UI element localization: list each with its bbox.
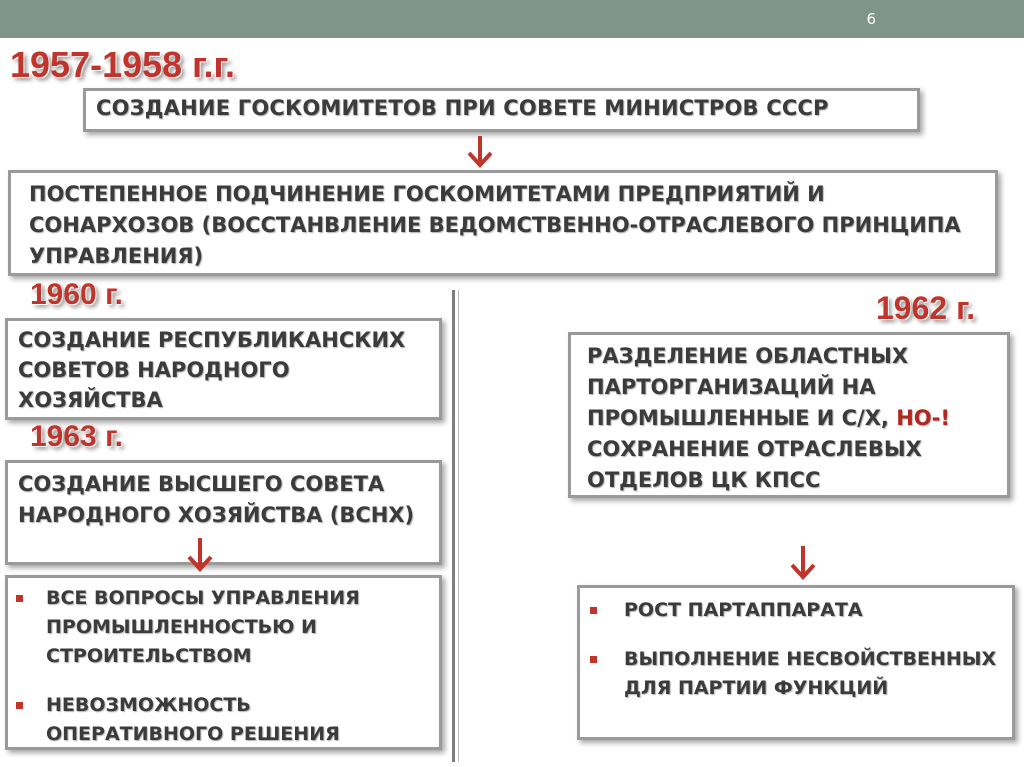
year-1960: 1960 г. xyxy=(30,278,123,311)
party-consequences-box xyxy=(577,585,1015,740)
party-division-tail: СОХРАНЕНИЕ ОТРАСЛЕВЫХ ОТДЕЛОВ ЦК КПСС xyxy=(587,437,922,492)
vsnh-box xyxy=(5,460,442,565)
gosk-creation-text: СОЗДАНИЕ ГОСКОМИТЕТОВ ПРИ СОВЕТЕ МИНИСТРОВ СССР xyxy=(96,96,829,120)
party-division-main: РАЗДЕЛЕНИЕ ОБЛАСТНЫХ ПАРТОРГАНИЗАЦИЙ НА ПРОМЫШЛЕННЫЕ И С/Х, xyxy=(587,344,909,430)
list-item xyxy=(590,596,1004,625)
down-arrow-icon xyxy=(185,536,215,574)
column-divider xyxy=(452,290,455,762)
subordination-box xyxy=(8,170,998,276)
vsnh-text: СОЗДАНИЕ ВЫСШЕГО СОВЕТА НАРОДНОГО ХОЗЯЙСТВА (ВСНХ) xyxy=(18,472,415,527)
slide-number: 6 xyxy=(866,10,876,28)
party-division-note: НО-! xyxy=(896,406,950,430)
bullet-icon xyxy=(16,702,23,709)
vsnh-consequences-list xyxy=(16,584,431,749)
top-bar xyxy=(0,0,1024,38)
party-division-box xyxy=(568,332,1010,498)
party-consequences-list xyxy=(590,596,1004,703)
year-1957-1958: 1957-1958 г.г. xyxy=(10,44,235,85)
republic-councils-text: СОЗДАНИЕ РЕСПУБЛИКАНСКИХ СОВЕТОВ НАРОДНОГО ХОЗЯЙСТВА xyxy=(18,328,406,412)
bullet-icon xyxy=(590,607,597,614)
vsnh-consequences-box xyxy=(5,575,442,750)
list-item xyxy=(16,584,431,671)
down-arrow-icon xyxy=(788,544,818,582)
down-arrow-icon xyxy=(465,134,495,170)
year-1963: 1963 г. xyxy=(30,420,123,453)
gosk-creation-box xyxy=(83,88,920,132)
bullet-text: ВСЕ ВОПРОСЫ УПРАВЛЕНИЯ ПРОМЫШЛЕННОСТЬЮ И СТРОИТЕЛЬСТВОМ xyxy=(46,587,360,667)
column-divider-shadow xyxy=(458,290,459,762)
bullet-text: РОСТ ПАРТАППАРАТА xyxy=(624,599,863,621)
list-item xyxy=(590,645,1004,703)
bullet-text: НЕВОЗМОЖНОСТЬ ОПЕРАТИВНОГО РЕШЕНИЯ xyxy=(46,694,340,745)
bullet-icon xyxy=(16,595,23,602)
bullet-icon xyxy=(590,656,597,663)
bullet-text: ВЫПОЛНЕНИЕ НЕСВОЙСТВЕННЫХ ДЛЯ ПАРТИИ ФУНКЦИЙ xyxy=(624,648,997,699)
list-item xyxy=(16,691,431,749)
party-division-text xyxy=(587,341,999,496)
year-1962: 1962 г. xyxy=(876,290,976,326)
republic-councils-box xyxy=(5,318,442,420)
subordination-text: ПОСТЕПЕННОЕ ПОДЧИНЕНИЕ ГОСКОМИТЕТАМИ ПРЕДПРИЯТИЙ И СОНАРХОЗОВ (ВОССТАНВЛЕНИЕ ВЕДОМСТВЕННО-ОТРАСЛЕВОГО ПРИНЦИПА УПРАВЛЕНИЯ) xyxy=(29,182,961,268)
